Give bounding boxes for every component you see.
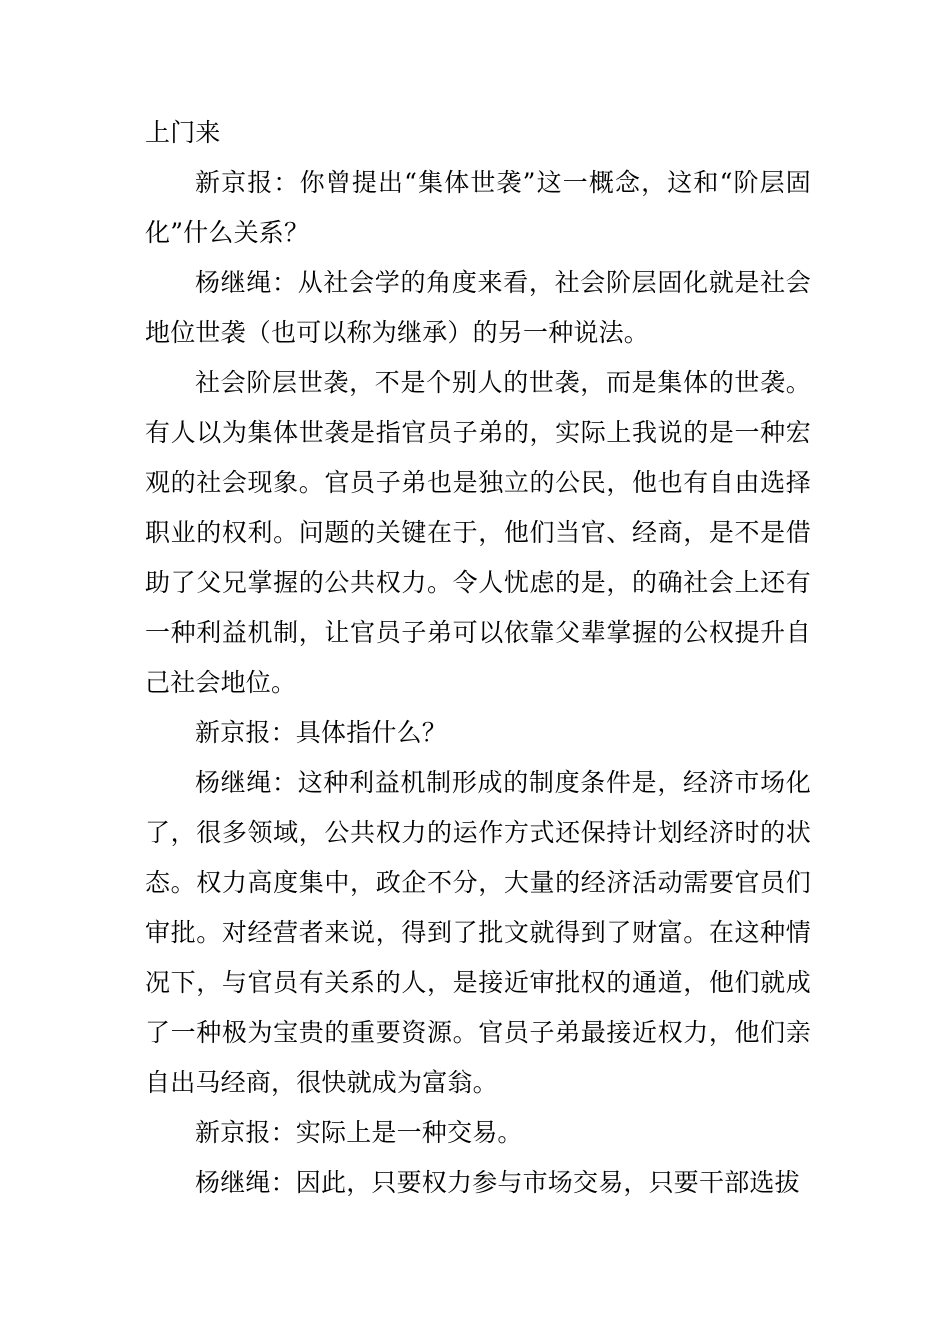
paragraph-social-class-inheritance: 社会阶层世袭，不是个别人的世袭，而是集体的世袭。有人以为集体世袭是指官员子弟的，实际上我说的是一种宏观的社会现象。官员子弟也是独立的公民，他也有自由选择职业的权利。问题的关键在于，他们当官、经商，是不是借助了父兄掌握的公共权力。令人忧虑的是，的确社会上还有一种利益机制，让官员子弟可以依靠父辈掌握的公权提升自己社会地位。 <box>145 368 811 697</box>
paragraph-continuation: 上门来 <box>145 118 221 147</box>
paragraph-answer-power-market: 杨继绳：因此，只要权力参与市场交易，只要干部选拔 <box>195 1168 800 1197</box>
paragraph-answer-mechanism: 杨继绳：这种利益机制形成的制度条件是，经济市场化了，很多领域，公共权力的运作方式还保持计划经济时的状态。权力高度集中，政企不分，大量的经济活动需要官员们审批。对经营者来说，得到了批文就得到了财富。在这种情况下，与官员有关系的人，是接近审批权的通道，他们就成了一种极为宝贵的重要资源。官员子弟最接近权力，他们亲自出马经商，很快就成为富翁。 <box>145 768 811 1097</box>
paragraph-question-transaction: 新京报：实际上是一种交易。 <box>195 1118 523 1147</box>
paragraph-answer-sociology: 杨继绳：从社会学的角度来看，社会阶层固化就是社会地位世袭（也可以称为继承）的另一种说法。 <box>145 268 811 347</box>
paragraph-question-collective-inheritance: 新京报：你曾提出“集体世袭”这一概念，这和“阶层固化”什么关系？ <box>145 168 811 247</box>
document-body <box>145 108 811 1208</box>
paragraph-question-specifics: 新京报：具体指什么？ <box>195 718 448 747</box>
